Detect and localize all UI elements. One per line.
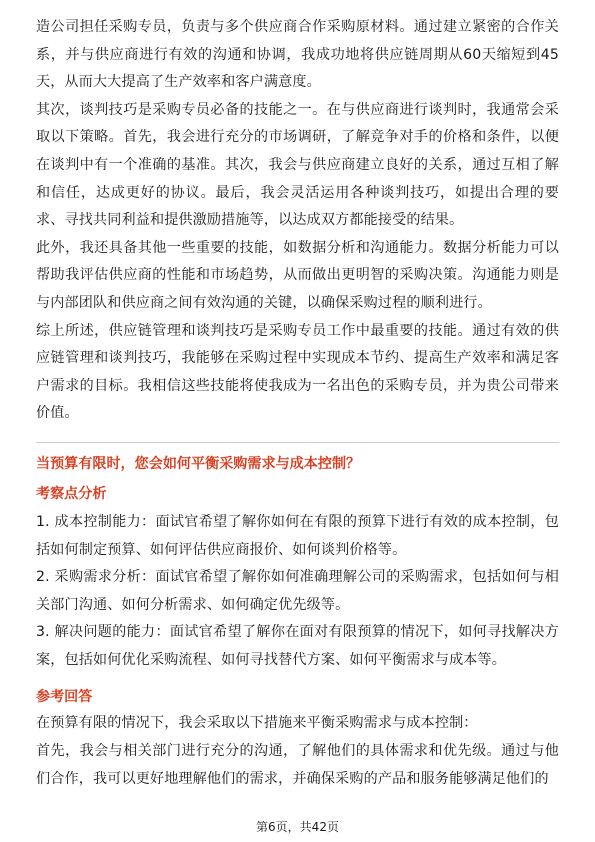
question-heading: 当预算有限时，您会如何平衡采购需求与成本控制？ xyxy=(36,455,361,472)
analysis-list xyxy=(36,509,559,675)
answer-heading: 参考回答 xyxy=(36,689,93,706)
answer-paragraph: 首先，我会与相关部门进行充分的沟通，了解他们的具体需求和优先级。通过与他们合作，我可以更好地理解他们的需求，并确保采购的产品和服务能够满足他们的 xyxy=(36,743,559,787)
list-item: 2. 采购需求分析：面试官希望了解你如何准确理解公司的采购需求，包括如何与相关部门沟通、如何分析需求、如何确定优先级等。 xyxy=(36,569,559,613)
analysis-heading: 考察点分析 xyxy=(36,485,107,502)
answer-paragraph: 在预算有限的情况下，我会采取以下措施来平衡采购需求与成本控制： xyxy=(36,715,478,732)
list-item: 3. 解决问题的能力：面试官希望了解你在面对有限预算的情况下，如何寻找解决方案，包括如何优化采购流程、如何寻找替代方案、如何平衡需求与成本等。 xyxy=(36,624,559,668)
body-paragraph: 造公司担任采购专员，负责与多个供应商合作采购原材料。通过建立紧密的合作关系，并与供应商进行有效的沟通和协调，我成功地将供应链周期从60天缩短到45天，从而大大提高了生产效率和客户满意度。 xyxy=(36,19,559,91)
page-number: 第6页，共42页 xyxy=(256,820,339,834)
body-paragraph: 此外，我还具备其他一些重要的技能，如数据分析和沟通能力。数据分析能力可以帮助我评估供应商的性能和市场趋势，从而做出更明智的采购决策。沟通能力则是与内部团队和供应商之间有效沟通的关键，以确保采购过程的顺利进行。 xyxy=(36,239,559,311)
section-divider xyxy=(36,442,559,443)
body-paragraph: 综上所述，供应链管理和谈判技巧是采购专员工作中最重要的技能。通过有效的供应链管理和谈判技巧，我能够在采购过程中实现成本节约、提高生产效率和满足客户需求的目标。我相信这些技能将使我成为一名出色的采购专员，并为贵公司带来价值。 xyxy=(36,322,559,422)
body-paragraph: 其次，谈判技巧是采购专员必备的技能之一。在与供应商进行谈判时，我通常会采取以下策略。首先，我会进行充分的市场调研，了解竞争对手的价格和条件，以便在谈判中有一个准确的基准。其次，我会与供应商建立良好的关系，通过互相了解和信任，达成更好的协议。最后，我会灵活运用各种谈判技巧，如提出合理的要求、寻找共同利益和提供激励措施等，以达成双方都能接受的结果。 xyxy=(36,101,559,229)
page-content xyxy=(36,14,559,793)
list-item: 1. 成本控制能力：面试官希望了解你如何在有限的预算下进行有效的成本控制，包括如何制定预算、如何评估供应商报价、如何谈判价格等。 xyxy=(36,513,559,558)
